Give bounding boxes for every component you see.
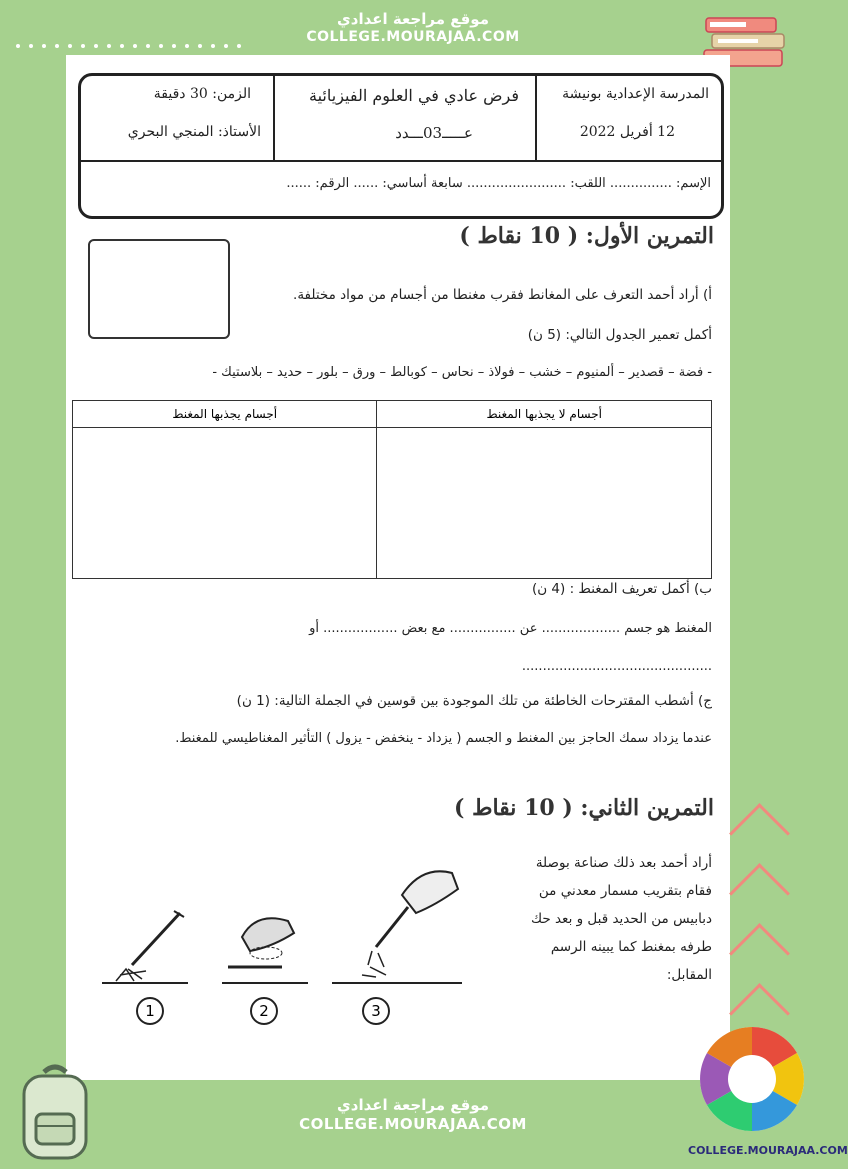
part-c-sentence: عندما يزداد سمك الحاجز بين المغنط و الجسم ( يزداد - ينخفض - يزول ) التأثير المغناطيسي للمغنط. [175, 731, 712, 746]
exercise2-line2: فقام بتقريب مسمار معدني من [538, 883, 712, 899]
figure-number-2: 2 [250, 997, 278, 1025]
exercise2-line4: طرفه بمغنط كما يبينه الرسم [550, 939, 712, 955]
exercise2-title: التمرين الثاني: ( 10 نقاط ) [454, 795, 714, 821]
exam-sheet [66, 55, 730, 1080]
exam-number: عـــــ03ـــدد [395, 124, 473, 142]
grade-scroll-box [88, 239, 230, 339]
exercise2-line1: أراد أحمد بعد ذلك صناعة بوصلة [535, 855, 712, 871]
part-b-line1: المغنط هو جسم ................... عن ................ مع بعض .................. أو [309, 621, 712, 636]
decorative-dots [16, 44, 241, 48]
backpack-icon [14, 1062, 96, 1162]
exam-header-box [78, 73, 724, 219]
site-logo-badge-icon [697, 1024, 807, 1134]
bottom-site-banner [283, 1090, 543, 1142]
exam-date: 12 أفريل 2022 [579, 124, 675, 140]
table-cell-not-attracted[interactable] [377, 428, 712, 579]
table-header-not-attracted: أجسام لا يجذبها المغنط [377, 401, 712, 428]
student-info-line: الإسم: ............... اللقب: ........................ سابعة أساسي: ...... الرقم: ...... [286, 176, 711, 191]
figure-number-3: 3 [362, 997, 390, 1025]
exam-duration: الزمن: 30 دقيقة [153, 86, 251, 102]
badge-url-label: COLLEGE.MOURAJAA.COM [688, 1144, 848, 1157]
exercise1-instruction: أكمل تعمير الجدول التالي: (5 ن) [527, 327, 712, 343]
figure-number-1: 1 [136, 997, 164, 1025]
figure-nail-pins [102, 905, 188, 995]
exercise1-title: التمرين الأول: ( 10 نقاط ) [459, 223, 714, 249]
site-url[interactable]: COLLEGE.MOURAJAA.COM [306, 28, 520, 45]
figure-rubbing-magnet [222, 907, 308, 995]
table-cell-attracted[interactable] [73, 428, 377, 579]
teacher-name: الأستاذ: المنجي البحري [127, 124, 261, 140]
exam-title: فرض عادي في العلوم الفيزيائية [309, 86, 519, 105]
exercise1-intro: أ) أراد أحمد التعرف على المغانط فقرب مغنطا من أجسام من مواد مختلفة. [293, 287, 712, 303]
part-b-title: ب) أكمل تعريف المغنط : (4 ن) [531, 581, 712, 597]
exercise2-line3: دبابيس من الحديد قبل و بعد حك [530, 911, 712, 927]
part-c-title: ج) أشطب المقترحات الخاطئة من تلك الموجودة بين قوسين في الجملة التالية: (1 ن) [236, 693, 712, 709]
figure-nail-attracting-pins [332, 855, 462, 995]
top-site-banner [278, 8, 548, 52]
site-url[interactable]: COLLEGE.MOURAJAA.COM [299, 1114, 527, 1133]
magnet-table [72, 400, 712, 579]
site-name-arabic: موقع مراجعة اعدادي [337, 10, 489, 28]
materials-list: - فضة – قصدير – ألمنيوم – خشب – فولاذ – نحاس – كوبالط – ورق – بلور – حديد – بلاستيك - [212, 365, 712, 380]
site-name-arabic: موقع مراجعة اعدادي [337, 1096, 489, 1114]
school-name: المدرسة الإعدادية بونيشة [562, 86, 709, 102]
chevron-up-icon [729, 803, 790, 864]
chevron-up-icon [729, 923, 790, 984]
part-b-line2: .............................................. [521, 659, 712, 674]
table-header-attracted: أجسام يجذبها المغنط [73, 401, 377, 428]
chevron-up-icon [729, 863, 790, 924]
exercise2-line5: المقابل: [666, 967, 712, 983]
